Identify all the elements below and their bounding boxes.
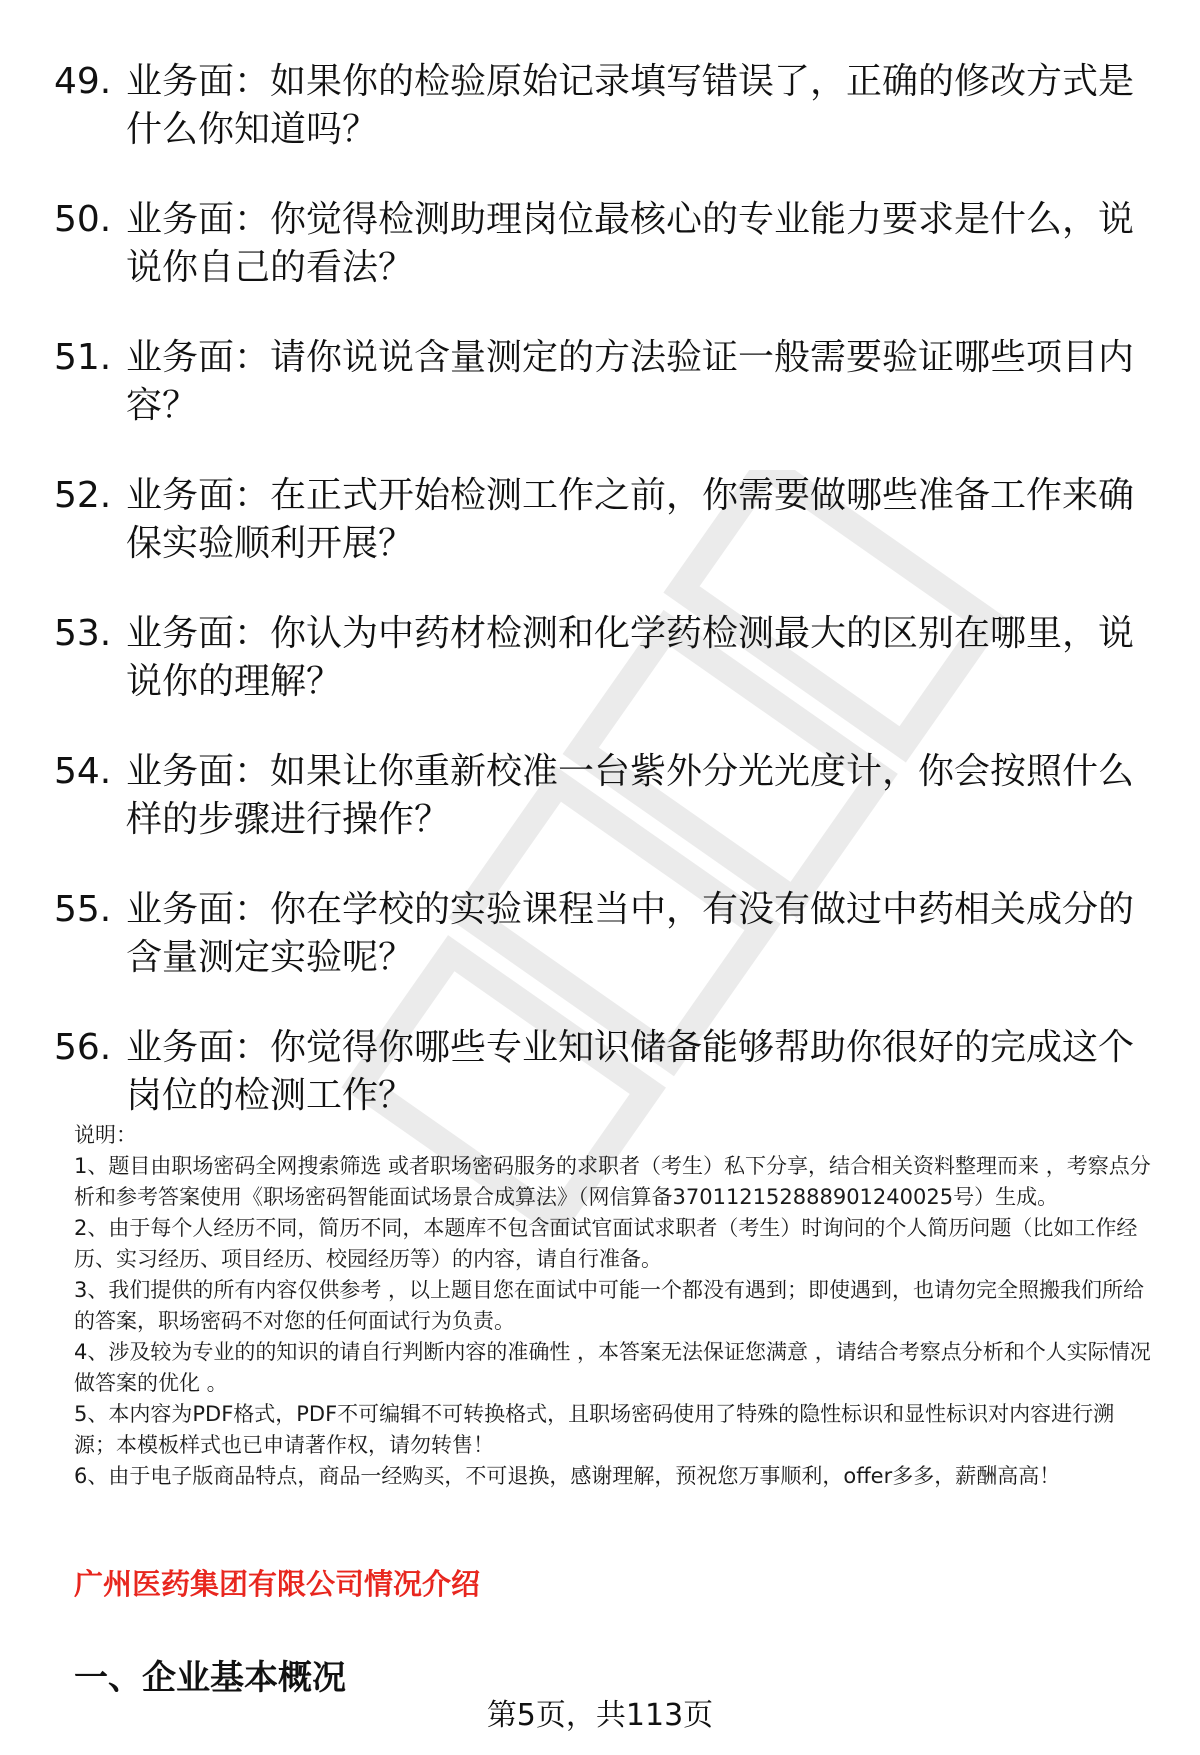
- note-item: 4、涉及较为专业的的知识的请自行判断内容的准确性 ，本答案无法保证您满意 ，请结合考察点分析和个人实际情况做答案的优化 。: [74, 1340, 1151, 1395]
- company-heading: 广州医药集团有限公司情况介绍: [74, 1567, 481, 1601]
- question-number: 52.: [54, 475, 112, 516]
- question-list: [54, 58, 1144, 1162]
- question-text: 业务面：请你说说含量测定的方法验证一般需要验证哪些项目内容？: [126, 337, 1135, 426]
- question-text: 业务面：你觉得检测助理岗位最核心的专业能力要求是什么，说说你自己的看法？: [126, 199, 1135, 288]
- note-item: 3、我们提供的所有内容仅供参考 ，以上题目您在面试中可能一个都没有遇到；即使遇到，也请勿完全照搬我们所给的答案，职场密码不对您的任何面试行为负责。: [74, 1278, 1145, 1333]
- question-number: 50.: [54, 199, 112, 240]
- question-item: [54, 196, 1144, 292]
- section-heading: 一、企业基本概况: [74, 1658, 346, 1698]
- note-item: 6、由于电子版商品特点，商品一经购买，不可退换，感谢理解，预祝您万事顺利，offer多多，薪酬高高！: [74, 1464, 1061, 1488]
- question-item: [54, 1024, 1144, 1120]
- question-number: 54.: [54, 751, 112, 792]
- question-item: [54, 610, 1144, 706]
- question-number: 49.: [54, 61, 112, 102]
- question-text: 业务面：如果你的检验原始记录填写错误了，正确的修改方式是什么你知道吗？: [126, 61, 1135, 150]
- note-item: 5、本内容为PDF格式，PDF不可编辑不可转换格式，且职场密码使用了特殊的隐性标识和显性标识对内容进行溯源；本模板样式也已申请著作权，请勿转售！: [74, 1402, 1115, 1457]
- question-text: 业务面：你在学校的实验课程当中，有没有做过中药相关成分的含量测定实验呢？: [126, 889, 1135, 978]
- question-text: 业务面：你觉得你哪些专业知识储备能够帮助你很好的完成这个岗位的检测工作？: [126, 1027, 1135, 1116]
- question-number: 56.: [54, 1027, 112, 1068]
- page-footer: 第5页，共113页: [486, 1698, 714, 1733]
- question-text: 业务面：如果让你重新校准一台紫外分光光度计，你会按照什么样的步骤进行操作？: [126, 751, 1135, 840]
- notes-title: 说明：: [74, 1123, 137, 1147]
- question-item: [54, 58, 1144, 154]
- question-text: 业务面：你认为中药材检测和化学药检测最大的区别在哪里，说说你的理解？: [126, 613, 1135, 702]
- question-item: [54, 334, 1144, 430]
- question-number: 51.: [54, 337, 112, 378]
- question-number: 53.: [54, 613, 112, 654]
- note-item: 1、题目由职场密码全网搜索筛选 或者职场密码服务的求职者（考生）私下分享，结合相关资料整理而来 ，考察点分析和参考答案使用《职场密码智能面试场景合成算法》（网信算备370112152888901240025号）生成。: [74, 1154, 1151, 1209]
- question-number: 55.: [54, 889, 112, 930]
- question-item: [54, 886, 1144, 982]
- question-text: 业务面：在正式开始检测工作之前，你需要做哪些准备工作来确保实验顺利开展？: [126, 475, 1135, 564]
- note-item: 2、由于每个人经历不同，简历不同，本题库不包含面试官面试求职者（考生）时询问的个人简历问题（比如工作经历、实习经历、项目经历、校园经历等）的内容，请自行准备。: [74, 1216, 1138, 1271]
- notes-section: [74, 1120, 1154, 1492]
- question-item: [54, 472, 1144, 568]
- question-item: [54, 748, 1144, 844]
